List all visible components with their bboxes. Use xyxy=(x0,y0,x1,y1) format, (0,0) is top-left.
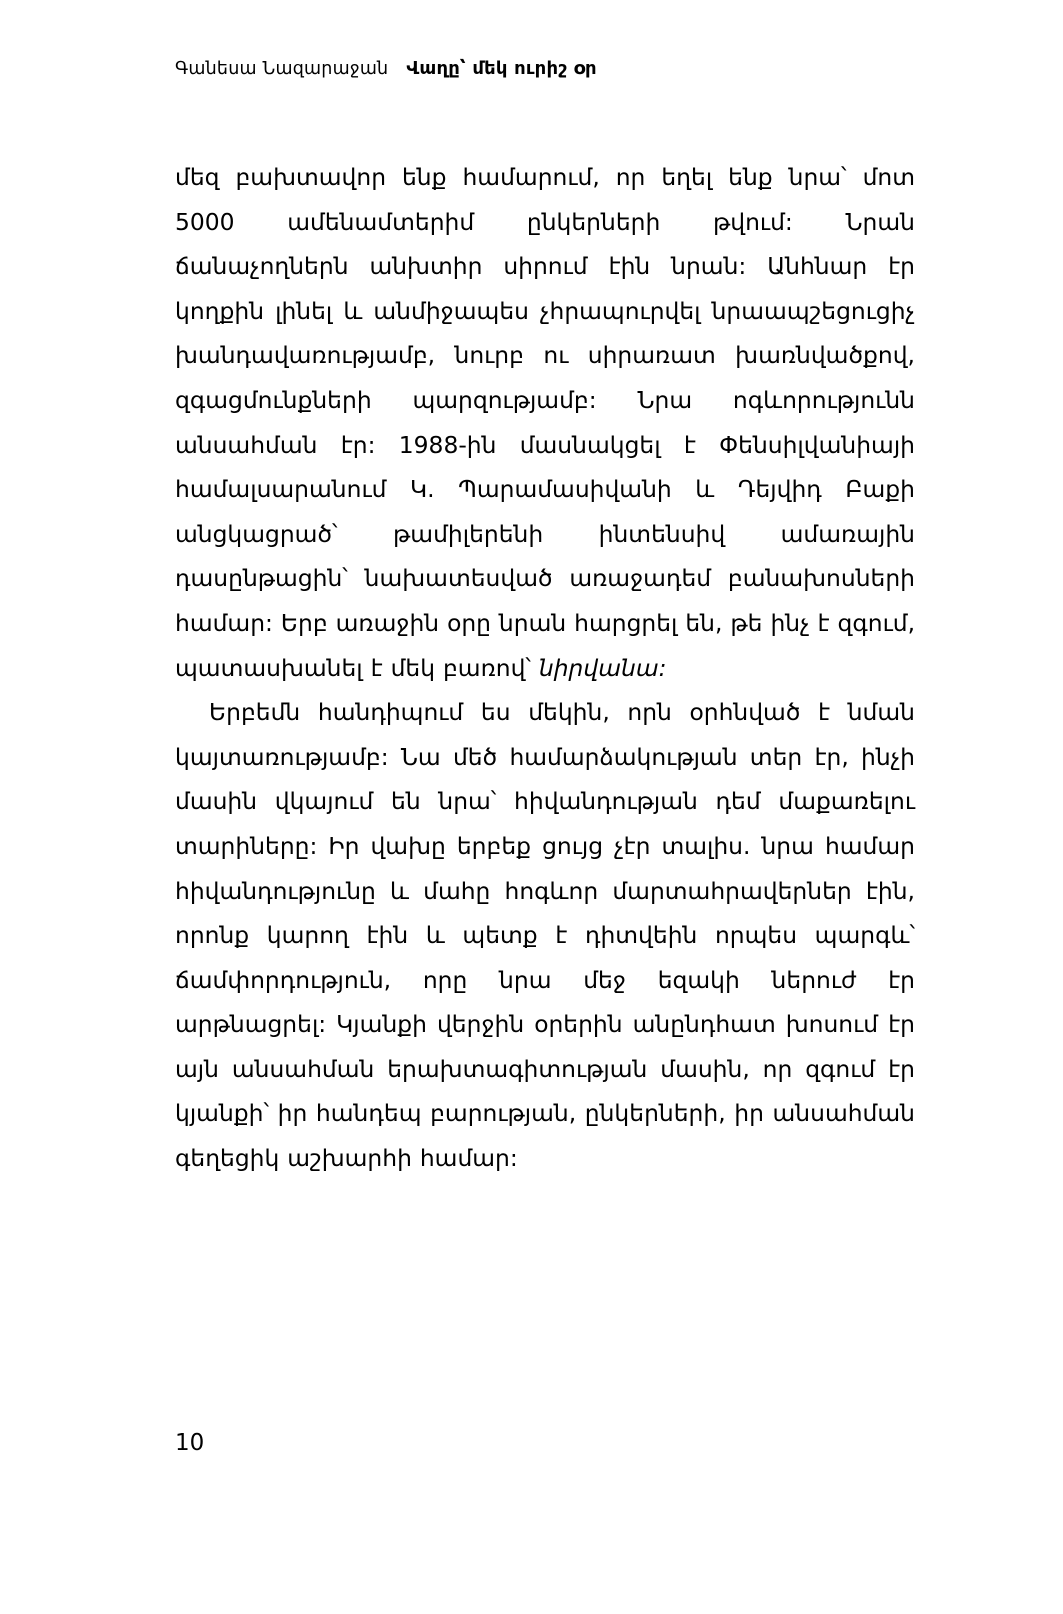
running-head xyxy=(175,58,895,79)
paragraph-2-text: Երբեմն հանդիպում ես մեկին, որն օրհնված է նման կայտառությամբ: Նա մեծ համարձակության տեր էր, ինչի մասին վկայում են նրա՝ հիվանդության դեմ մաքառելու տարիները: Իր վախը երբեք ցույց չէր տալիս. նրա համար հիվանդությունը և մահը հոգևոր մարտահրավերներ էին, որոնք կարող էին և պետք է դիտվեին որպես պարգև՝ ճամփորդություն, որը նրա մեջ եզակի ներուժ էր արթնացրել: Կյանքի վերջին օրերին անընդհատ խոսում էր այն անսահման երախտագիտության մասին, որ զգում էր կյանքի՝ իր հանդեպ բարության, ընկերների, իր անսահման գեղեցիկ աշխարհի համար: xyxy=(175,698,915,1173)
running-head-author: Գանեսա Նազարաջան xyxy=(175,59,389,79)
page-number: 10 xyxy=(175,1430,205,1456)
paragraph-2 xyxy=(175,690,915,1181)
running-head-book-title: Վաղը՝ մեկ ուրիշ օր xyxy=(406,58,597,79)
paragraph-1 xyxy=(175,155,915,690)
paragraph-1-text: մեզ բախտավոր ենք համարում, որ եղել ենք նրա՝ մոտ 5000 ամենամտերիմ ընկերների թվում: Նրան ճանաչողներն անխտիր սիրում էին նրան: Անհնար էր կողքին լինել և անմիջապես չհրապուրվել նրաապշեցուցիչ խանդավառությամբ, նուրբ ու սիրառատ խառնվածքով, զգացմունքների պարզությամբ: Նրա ոգևորությունն անսահման էր: 1988-ին մասնակցել է Փենսիլվանիայի համալսարանում Կ. Պարամասիվանի և Դեյվիդ Բաքի անցկացրած՝ թամիլերենի ինտենսիվ ամառային դասընթացին՝ նախատեսված առաջադեմ բանախոսների համար: Երբ առաջին օրը նրան հարցրել են, թե ինչ է զգում, պատասխանել է մեկ բառով՝ xyxy=(175,163,915,682)
body-text-block xyxy=(175,155,915,1181)
paragraph-1-italic-term: նիրվանա: xyxy=(538,653,667,682)
